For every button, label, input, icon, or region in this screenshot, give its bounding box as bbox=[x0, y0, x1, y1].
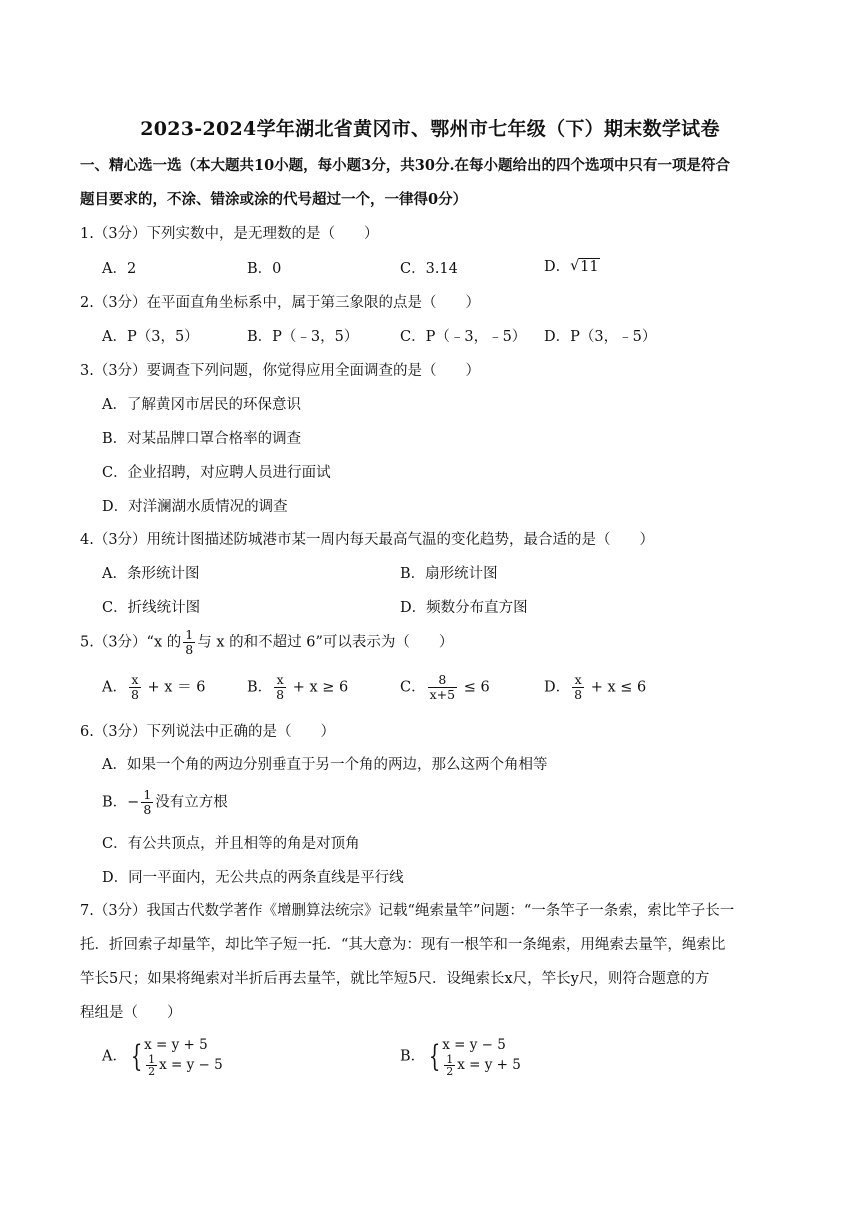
question-1-option-b: B．0 bbox=[247, 261, 282, 277]
equation-row-1: x = y − 5 bbox=[442, 1037, 506, 1053]
equation-row-2-rest: x = y + 5 bbox=[457, 1057, 521, 1073]
question-5-option-b bbox=[247, 673, 348, 702]
question-4-option-a: A．条形统计图 bbox=[102, 566, 200, 582]
equation-system bbox=[442, 1036, 521, 1077]
question-2-option-c: C．P（﹣3，﹣5） bbox=[400, 329, 527, 345]
question-2-stem: 2.（3分）在平面直角坐标系中，属于第三象限的点是（ ） bbox=[80, 295, 481, 311]
fraction-denominator: 2 bbox=[148, 1065, 156, 1078]
fraction-numerator: x bbox=[129, 673, 141, 688]
question-2-option-d: D．P（3，﹣5） bbox=[544, 329, 657, 345]
option-expression: ≤ 6 bbox=[463, 679, 490, 696]
question-6-option-c: C．有公共顶点，并且相等的角是对顶角 bbox=[102, 836, 360, 852]
fraction-denominator: 8 bbox=[185, 642, 194, 657]
equation-row-2 bbox=[442, 1054, 521, 1077]
question-6-stem: 6.（3分）下列说法中正确的是（ ） bbox=[80, 724, 336, 740]
equation-system bbox=[144, 1036, 223, 1077]
question-5-stem-end: 与 x 的和不超过 6”可以表示为（ ） bbox=[197, 634, 454, 651]
question-4-stem: 4.（3分）用统计图描述防城港市某一周内每天最高气温的变化趋势，最合适的是（ ） bbox=[80, 532, 655, 548]
option-expression: + x ＝ 6 bbox=[147, 679, 206, 696]
question-5-option-d bbox=[544, 673, 646, 702]
fraction-numerator: 1 bbox=[446, 1053, 454, 1066]
question-1-option-a: A．2 bbox=[102, 261, 137, 277]
fraction bbox=[572, 673, 584, 702]
section-header-line-1: 一、精心选一选（本大题共10小题，每小题3分，共30分.在每小题给出的四个选项中只有一项是符合 bbox=[80, 157, 730, 174]
section-header bbox=[80, 149, 785, 217]
question-2-option-b: B．P（﹣3，5） bbox=[247, 329, 359, 345]
equation-row-2 bbox=[144, 1054, 223, 1077]
fraction-one-half bbox=[146, 1054, 157, 1077]
fraction bbox=[129, 673, 141, 702]
fraction-denominator: 8 bbox=[130, 687, 139, 702]
fraction-numerator: 1 bbox=[185, 627, 194, 642]
fraction-denominator: 8 bbox=[276, 687, 285, 702]
question-1-option-d-label: D． bbox=[544, 259, 571, 275]
fraction-numerator: 1 bbox=[148, 1053, 156, 1066]
fraction-numerator: 8 bbox=[428, 673, 457, 688]
question-2-option-a: A．P（3，5） bbox=[102, 329, 199, 345]
fraction-numerator: x bbox=[572, 673, 584, 688]
fraction bbox=[141, 788, 153, 817]
square-root: √ 11 bbox=[570, 258, 599, 275]
question-7-stem-line-2: 托．折回索子却量竿，却比竿子短一托．“其大意为：现有一根竿和一条绳索，用绳索去量竿，绳索比 bbox=[80, 937, 726, 953]
question-6-option-d: D．同一平面内，无公共点的两条直线是平行线 bbox=[102, 870, 404, 886]
question-1-option-d bbox=[544, 255, 600, 276]
question-6-option-b bbox=[102, 788, 228, 817]
option-label: C． bbox=[400, 679, 426, 696]
square-root-radicand: 11 bbox=[580, 259, 599, 275]
fraction-numerator: 1 bbox=[143, 787, 152, 802]
question-4-option-c: C．折线统计图 bbox=[102, 600, 201, 616]
page-title: 2023-2024学年湖北省黄冈市、鄂州市七年级（下）期末数学试卷 bbox=[140, 118, 720, 140]
brace-icon: { bbox=[428, 1038, 441, 1074]
question-6-option-a: A．如果一个角的两边分别垂直于另一个角的两边，那么这两个角相等 bbox=[102, 757, 548, 773]
fraction-numerator: x bbox=[274, 673, 286, 688]
question-4-option-b: B．扇形统计图 bbox=[400, 566, 498, 582]
option-label: A． bbox=[102, 679, 127, 696]
question-5-option-c bbox=[400, 673, 490, 702]
option-label: B．− bbox=[102, 794, 140, 811]
option-label: A． bbox=[102, 1048, 127, 1065]
section-header-line-2: 题目要求的，不涂、错涂或涂的代号超过一个，一律得0分） bbox=[80, 191, 468, 208]
option-expression: + x ≤ 6 bbox=[590, 679, 647, 696]
question-7-stem-line-3: 竿长5尺；如果将绳索对半折后再去量竿，就比竿短5尺．设绳索长x尺，竿长y尺，则符合题意的方 bbox=[80, 971, 710, 987]
fraction-denominator: 8 bbox=[574, 687, 583, 702]
equation-row-1: x = y + 5 bbox=[144, 1037, 208, 1053]
fraction-one-half bbox=[444, 1054, 455, 1077]
question-3-option-d: D．对洋澜湖水质情况的调查 bbox=[102, 499, 288, 515]
question-3-stem: 3.（3分）要调查下列问题，你觉得应用全面调查的是（ ） bbox=[80, 363, 481, 379]
question-3-option-a: A．了解黄冈市居民的环保意识 bbox=[102, 397, 301, 413]
option-text: 没有立方根 bbox=[155, 794, 228, 811]
fraction-denominator: 2 bbox=[446, 1065, 454, 1078]
question-5-option-a bbox=[102, 673, 205, 702]
option-label: D． bbox=[544, 679, 571, 696]
question-5-stem-start: 5.（3分）“x 的 bbox=[80, 634, 182, 651]
question-5-stem bbox=[80, 628, 453, 657]
fraction bbox=[274, 673, 286, 702]
question-3-option-b: B．对某品牌口罩合格率的调查 bbox=[102, 431, 302, 447]
option-label: B． bbox=[400, 1048, 426, 1065]
option-label: B． bbox=[247, 679, 273, 696]
question-7-stem-line-1: 7.（3分）我国古代数学著作《增删算法统宗》记载“绳索量竿”问题：“一条竿子一条索，索比竿子长一 bbox=[80, 903, 735, 919]
question-7-stem-line-4: 程组是（ ） bbox=[80, 1005, 182, 1021]
question-7-option-a bbox=[102, 1036, 223, 1077]
question-1-option-c: C．3.14 bbox=[400, 261, 458, 277]
option-expression: + x ≥ 6 bbox=[292, 679, 349, 696]
question-4-option-d: D．频数分布直方图 bbox=[400, 600, 528, 616]
fraction bbox=[428, 673, 457, 702]
question-7-option-b bbox=[400, 1036, 521, 1077]
fraction-denominator: x+5 bbox=[429, 687, 456, 702]
fraction-one-eighth bbox=[183, 628, 195, 657]
question-3-option-c: C．企业招聘，对应聘人员进行面试 bbox=[102, 465, 331, 481]
equation-row-2-rest: x = y − 5 bbox=[159, 1057, 223, 1073]
question-1-stem: 1.（3分）下列实数中，是无理数的是（ ） bbox=[80, 226, 379, 242]
fraction-denominator: 8 bbox=[143, 802, 152, 817]
brace-icon: { bbox=[130, 1038, 143, 1074]
